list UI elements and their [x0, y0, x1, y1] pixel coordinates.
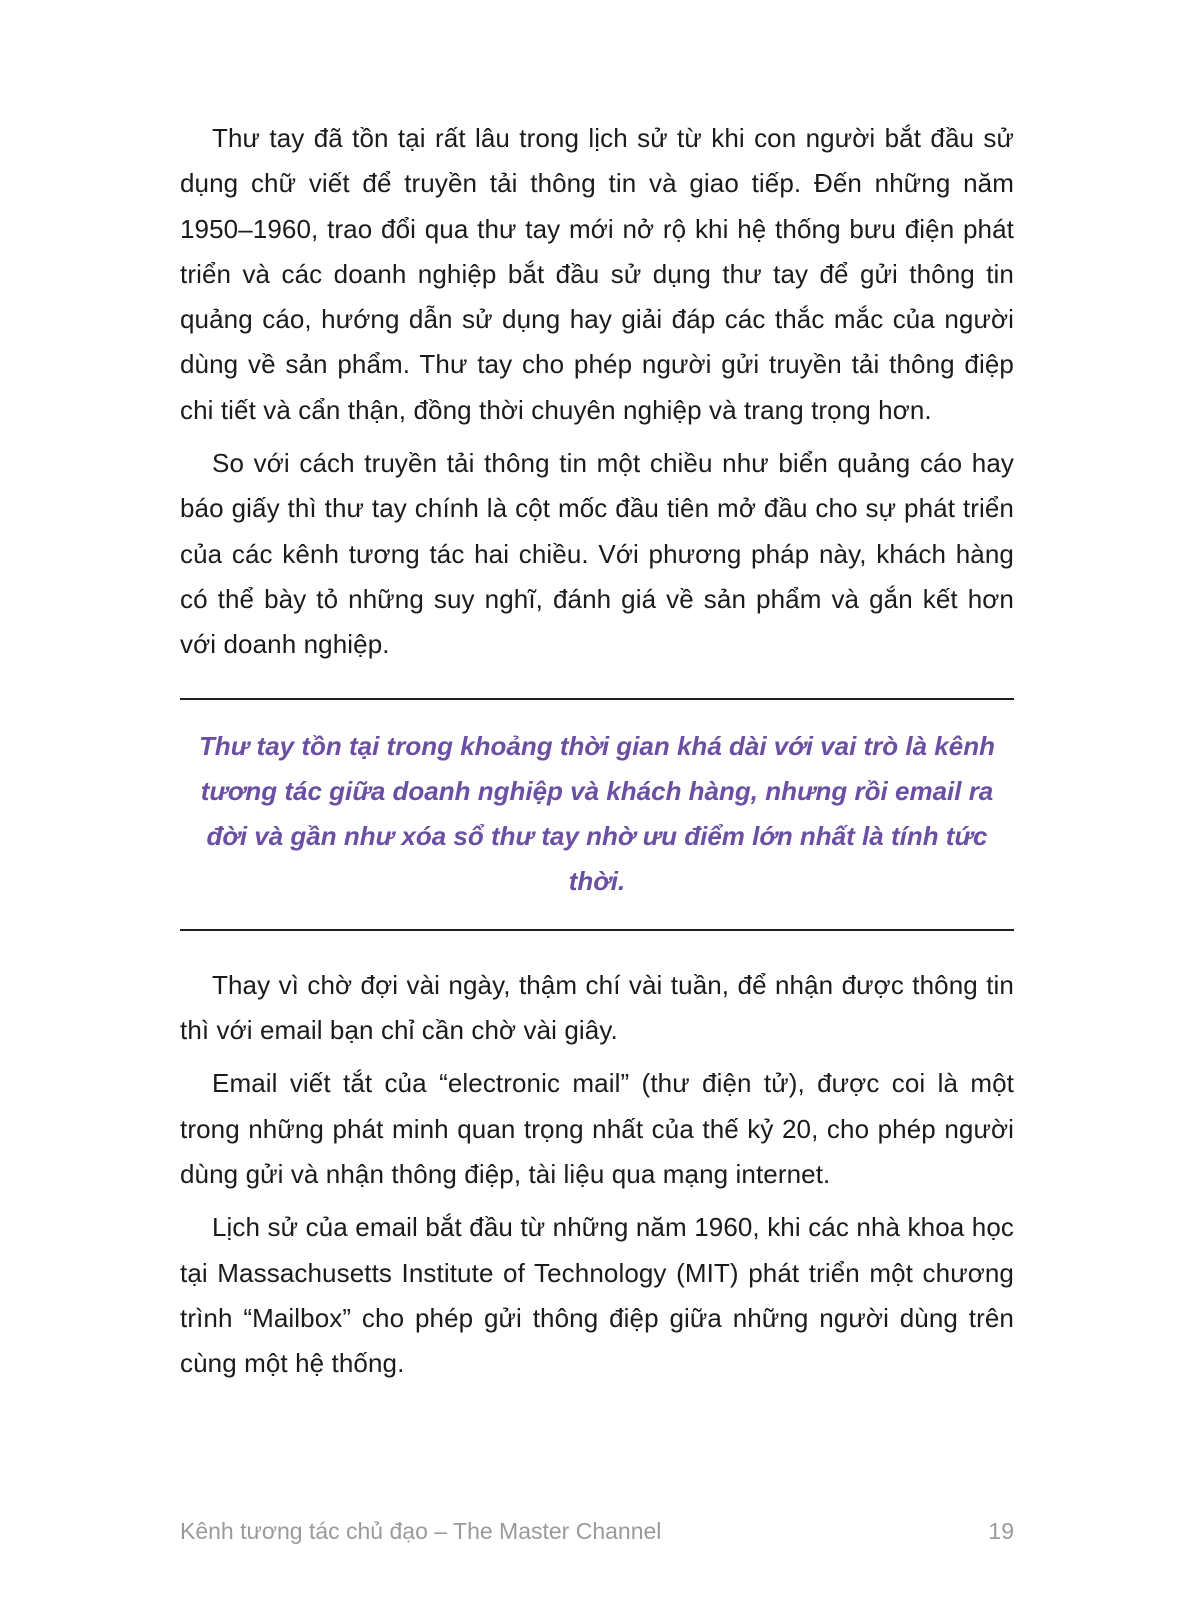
- footer-page-number: 19: [988, 1518, 1014, 1544]
- body-paragraph-4: Email viết tắt của “electronic mail” (thư điện tử), được coi là một trong những phát minh quan trọng nhất của thế kỷ 20, cho phép người dùng gửi và nhận thông điệp, tài liệu qua mạng internet.: [180, 1068, 1014, 1189]
- page-footer: [180, 1518, 1014, 1545]
- body-paragraph-1: Thư tay đã tồn tại rất lâu trong lịch sử từ khi con người bắt đầu sử dụng chữ viết để truyền tải thông tin và giao tiếp. Đến những năm 1950–1960, trao đổi qua thư tay mới nở rộ khi hệ thống bưu điện phát triển và các doanh nghiệp bắt đầu sử dụng thư tay để gửi thông tin quảng cáo, hướng dẫn sử dụng hay giải đáp các thắc mắc của người dùng về sản phẩm. Thư tay cho phép người gửi truyền tải thông điệp chi tiết và cẩn thận, đồng thời chuyên nghiệp và trang trọng hơn.: [180, 123, 1014, 425]
- pull-quote-text: Thư tay tồn tại trong khoảng thời gian khá dài với vai trò là kênh tương tác giữa doanh nghiệp và khách hàng, nhưng rồi email ra đời và gần như xóa sổ thư tay nhờ ưu điểm lớn nhất là tính tức thời.: [198, 730, 995, 897]
- page-content: [180, 116, 1014, 1394]
- body-after-quote: [180, 963, 1014, 1387]
- body-paragraph-3: Thay vì chờ đợi vài ngày, thậm chí vài tuần, để nhận được thông tin thì với email bạn chỉ cần chờ vài giây.: [180, 969, 1014, 1046]
- footer-book-title: Kênh tương tác chủ đạo – The Master Channel: [180, 1518, 662, 1544]
- body-paragraph-5: Lịch sử của email bắt đầu từ những năm 1960, khi các nhà khoa học tại Massachusetts Institute of Technology (MIT) phát triển một chương trình “Mailbox” cho phép gửi thông điệp giữa những người dùng trên cùng một hệ thống.: [180, 1212, 1014, 1379]
- pull-quote-block: [180, 698, 1014, 931]
- body-paragraph-2: So với cách truyền tải thông tin một chiều như biển quảng cáo hay báo giấy thì thư tay chính là cột mốc đầu tiên mở đầu cho sự phát triển của các kênh tương tác hai chiều. Với phương pháp này, khách hàng có thể bày tỏ những suy nghĩ, đánh giá về sản phẩm và gắn kết hơn với doanh nghiệp.: [180, 448, 1014, 660]
